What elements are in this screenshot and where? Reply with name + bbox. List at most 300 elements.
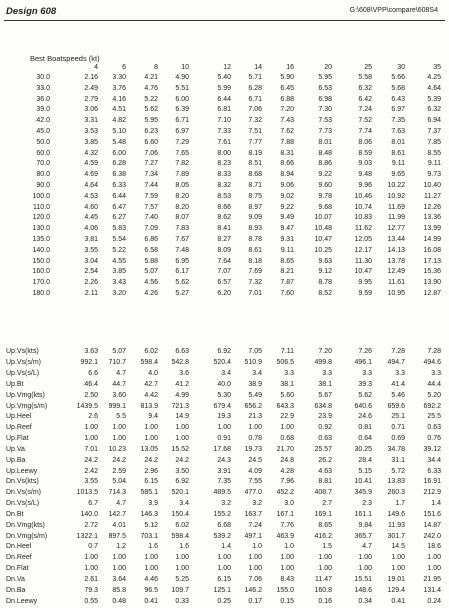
row-label: Dn.Vmg(s/m)	[6, 532, 48, 540]
table-cell: 6.92	[175, 478, 189, 485]
table-cell: 4.82	[112, 117, 126, 125]
table-cell: 1.00	[217, 565, 231, 573]
table-cell: 7.20	[280, 106, 294, 114]
row-label: Dn.Vs(kts)	[6, 478, 39, 485]
table-cell: 7.89	[175, 171, 189, 179]
table-cell: 13.78	[387, 257, 405, 265]
table-cell: 9.22	[318, 171, 332, 179]
table-cell: 659.6	[387, 402, 405, 410]
table-cell: 6.45	[280, 84, 294, 92]
table-cell: 6.81	[217, 106, 231, 114]
table-cell: 9.03	[358, 160, 372, 168]
table-cell: 5.04	[112, 478, 126, 485]
row-label: Dn.Va	[6, 576, 25, 584]
table-cell: 6.68	[217, 521, 231, 529]
table-row	[0, 433, 449, 444]
table-cell: 5.66	[391, 74, 405, 81]
table-cell: 4.01	[112, 521, 126, 529]
table-cell: 31.1	[391, 457, 405, 464]
table-cell: 46.4	[84, 380, 98, 388]
table-cell: 14.5	[391, 543, 405, 551]
row-label: Dn.Ba	[6, 587, 26, 594]
column-header: 14	[254, 64, 262, 71]
table-cell: 10.07	[314, 214, 332, 222]
table-cell: 656.2	[244, 402, 262, 410]
column-header: 8	[154, 64, 158, 71]
table-cell: 1.0	[252, 543, 262, 551]
table-cell: 8.18	[248, 257, 262, 265]
table-cell: 8.52	[318, 290, 332, 297]
table-cell: 1.00	[144, 565, 158, 573]
table-cell: 1.00	[112, 424, 126, 432]
table-cell: 692.2	[423, 402, 441, 410]
table-cell: 26.2	[318, 457, 332, 464]
table-cell: 7.61	[217, 138, 231, 146]
table-cell: 8.55	[427, 149, 441, 157]
table-cell: 7.06	[248, 106, 262, 114]
table-cell: 6.27	[112, 214, 126, 222]
row-label: Dn.Bt	[6, 510, 24, 518]
table-cell: 9.11	[280, 246, 294, 254]
table-cell: 9.11	[427, 160, 441, 168]
table-cell: 3.60	[112, 391, 126, 399]
row-label: 60.0	[36, 149, 50, 157]
row-label: Up.Vs(s/m)	[6, 358, 41, 366]
table-cell: 0.7	[88, 543, 98, 551]
table-cell: 7.11	[280, 348, 294, 355]
table-caption: Best Boatspeeds (kt)	[30, 54, 100, 63]
table-cell: 643.3	[276, 402, 294, 410]
table-cell: 897.5	[108, 532, 126, 540]
table-cell: 34.4	[427, 457, 441, 464]
table-cell: 5.48	[112, 138, 126, 146]
table-cell: 9.09	[248, 214, 262, 222]
table-cell: 260.3	[387, 488, 405, 496]
table-cell: 13.83	[387, 478, 405, 485]
table-cell: 520.4	[213, 358, 231, 366]
row-label: Up.Va	[6, 446, 25, 454]
row-label: Dn.Vmg(kts)	[6, 521, 45, 529]
row-label: 150.0	[32, 257, 50, 265]
table-cell: 5.99	[217, 84, 231, 92]
table-cell: 2.7	[322, 499, 332, 507]
table-cell: 3.53	[84, 128, 98, 135]
table-cell: 2.26	[84, 279, 98, 287]
table-cell: 3.3	[431, 369, 441, 377]
table-cell: 39.12	[423, 446, 441, 454]
table-cell: 5.39	[427, 95, 441, 103]
table-cell: 40.0	[217, 380, 231, 388]
table-cell: 10.25	[314, 246, 332, 254]
column-header: 4	[94, 64, 98, 71]
table-cell: 2.72	[84, 521, 98, 529]
table-cell: 4.60	[84, 203, 98, 211]
table-cell: 13.36	[423, 214, 441, 222]
table-cell: 7.60	[280, 290, 294, 297]
table-cell: 7.28	[391, 348, 405, 355]
table-cell: 10.23	[108, 446, 126, 454]
table-cell: 4.55	[112, 257, 126, 265]
table-row	[0, 94, 449, 105]
table-cell: 345.9	[354, 488, 372, 496]
table-cell: 17.13	[423, 257, 441, 265]
table-row	[0, 390, 449, 401]
table-row	[0, 411, 449, 422]
table-cell: 34.78	[387, 446, 405, 454]
table-cell: 5.71	[248, 74, 262, 81]
table-cell: 149.6	[387, 510, 405, 518]
table-cell: 160.8	[314, 587, 332, 594]
row-label: 135.0	[32, 236, 50, 243]
table-cell: 2.11	[84, 290, 98, 297]
table-cell: 6.42	[358, 95, 372, 103]
table-cell: 634.8	[314, 402, 332, 410]
table-cell: 0.81	[358, 424, 372, 432]
table-cell: 5.49	[248, 391, 262, 399]
table-cell: 1322.1	[76, 532, 98, 540]
table-cell: 714.3	[108, 488, 126, 496]
table-cell: 8.65	[318, 521, 332, 529]
table-cell: 38.1	[318, 380, 332, 388]
table-cell: 8.05	[175, 182, 189, 189]
table-cell: 1.7	[395, 499, 405, 507]
table-cell: 7.52	[358, 117, 372, 125]
row-label: Up.Leewy	[6, 467, 38, 475]
table-cell: 169.1	[314, 510, 332, 518]
table-cell: 5.27	[175, 290, 189, 297]
table-cell: 10.47	[314, 236, 332, 243]
table-cell: 109.7	[171, 587, 189, 594]
table-cell: 4.69	[84, 171, 98, 179]
table-cell: 24.5	[248, 457, 262, 464]
table-cell: 1.5	[322, 543, 332, 551]
table-cell: 2.50	[84, 391, 98, 399]
table-cell: 8.68	[248, 171, 262, 179]
table-cell: 15.51	[354, 576, 372, 584]
table-row	[0, 541, 449, 552]
table-cell: 9.95	[358, 279, 372, 287]
table-cell: 6.23	[144, 128, 158, 135]
row-label: Dn.Heel	[6, 543, 32, 551]
table-cell: 1.00	[391, 554, 405, 562]
table-row	[0, 346, 449, 357]
table-cell: 3.63	[84, 348, 98, 355]
table-cell: 12.49	[387, 268, 405, 276]
table-cell: 2.79	[84, 95, 98, 103]
table-cell: 710.7	[108, 358, 126, 366]
table-row	[0, 83, 449, 94]
table-cell: 5.40	[217, 74, 231, 81]
table-cell: 408.7	[314, 488, 332, 496]
table-cell: 0.76	[427, 435, 441, 443]
table-cell: 3.6	[179, 369, 189, 377]
table-cell: 13.99	[423, 225, 441, 233]
table-cell: 212.9	[423, 488, 441, 496]
table-cell: 3.43	[112, 279, 126, 287]
table-cell: 11.93	[388, 521, 405, 529]
table-cell: 131.4	[423, 587, 441, 594]
table-cell: 8.41	[217, 225, 231, 233]
table-cell: 6.15	[144, 478, 158, 485]
table-cell: 6.95	[175, 257, 189, 265]
table-row	[0, 169, 449, 180]
row-label: Up.Reef	[6, 424, 32, 432]
table-cell: 4.25	[427, 74, 441, 81]
table-cell: 5.62	[175, 279, 189, 287]
table-cell: 7.33	[217, 128, 231, 135]
table-cell: 3.4	[221, 369, 231, 377]
table-cell: 5.20	[427, 391, 441, 399]
table-cell: 8.61	[248, 246, 262, 254]
table-cell: 6.7	[88, 499, 98, 507]
table-cell: 6.02	[144, 348, 158, 355]
table-cell: 6.43	[391, 95, 405, 103]
table-cell: 3.55	[84, 478, 98, 485]
table-row	[0, 531, 449, 542]
table-cell: 7.69	[248, 268, 262, 276]
table-cell: 44.4	[427, 380, 441, 388]
table-cell: 8.19	[248, 149, 262, 157]
table-row	[0, 357, 449, 368]
table-cell: 7.35	[217, 478, 231, 485]
table-cell: 28.4	[358, 457, 372, 464]
table-cell: 7.83	[175, 225, 189, 233]
row-label: 180.0	[32, 290, 50, 297]
table-cell: 5.22	[112, 246, 126, 254]
table-cell: 9.4	[148, 413, 158, 421]
table-cell: 499.8	[314, 358, 332, 366]
table-cell: 150.4	[171, 510, 189, 518]
table-cell: 10.74	[354, 203, 372, 211]
table-cell: 0.41	[144, 597, 158, 605]
row-label: Up.Bt	[6, 380, 24, 388]
table-cell: 7.29	[175, 138, 189, 146]
table-cell: 0.34	[358, 597, 372, 605]
table-cell: 19.73	[244, 446, 262, 454]
row-label: 45.0	[36, 128, 50, 135]
table-cell: 640.6	[354, 402, 372, 410]
table-cell: 1.4	[221, 543, 231, 551]
table-cell: 5.60	[280, 391, 294, 399]
table-cell: 7.74	[358, 128, 372, 135]
column-header: 20	[324, 64, 332, 71]
table-cell: 7.40	[144, 214, 158, 222]
table-cell: 9.12	[318, 268, 332, 276]
table-cell: 3.2	[252, 499, 262, 507]
row-label: 110.0	[33, 203, 50, 211]
table-cell: 16.91	[423, 478, 441, 485]
row-label: 33.0	[36, 84, 50, 92]
table-cell: 6.57	[217, 279, 231, 287]
table-row	[0, 104, 449, 115]
table-cell: 5.54	[112, 236, 126, 243]
table-cell: 3.91	[217, 467, 231, 475]
table-cell: 85.8	[112, 587, 126, 594]
table-row	[0, 487, 449, 498]
table-cell: 2.49	[84, 84, 98, 92]
table-cell: 161.1	[354, 510, 372, 518]
table-cell: 1.00	[358, 554, 372, 562]
table-cell: 0.48	[112, 597, 126, 605]
row-label: Up.Vs(kts)	[6, 348, 39, 355]
table-cell: 4.0	[148, 369, 158, 377]
table-cell: 3.06	[84, 106, 98, 114]
table-row	[0, 191, 449, 202]
table-cell: 0.68	[280, 435, 294, 443]
table-cell: 4.56	[144, 279, 158, 287]
table-cell: 3.81	[84, 236, 98, 243]
table-cell: 4.64	[427, 84, 441, 92]
table-cell: 13.05	[140, 446, 158, 454]
table-cell: 8.51	[248, 160, 262, 168]
table-row	[0, 520, 449, 531]
table-cell: 8.43	[280, 576, 294, 584]
table-cell: 3.64	[112, 576, 126, 584]
table-cell: 9.22	[280, 203, 294, 211]
column-header: 10	[181, 64, 189, 71]
table-cell: 9.59	[358, 290, 372, 297]
table-cell: 24.2	[84, 457, 98, 464]
table-cell: 14.87	[423, 521, 441, 529]
table-row	[0, 288, 449, 299]
table-cell: 494.7	[387, 358, 405, 366]
table-cell: 12.87	[423, 290, 441, 297]
table-cell: 8.81	[318, 478, 332, 485]
table-cell: 0.78	[248, 435, 262, 443]
table-cell: 21.70	[276, 446, 294, 454]
table-cell: 1.00	[175, 554, 189, 562]
table-cell: 8.66	[280, 160, 294, 168]
table-row	[0, 509, 449, 520]
table-cell: 12.77	[387, 225, 405, 233]
table-row	[0, 585, 449, 596]
table-cell: 12.05	[354, 236, 372, 243]
table-cell: 146.3	[140, 510, 158, 518]
table-cell: 129.4	[387, 587, 405, 594]
table-cell: 721.3	[171, 402, 189, 410]
row-label: Dn.Vs(s/m)	[6, 488, 41, 496]
table-cell: 7.34	[144, 171, 158, 179]
table-row	[0, 574, 449, 585]
table-cell: 3.55	[84, 246, 98, 254]
table-cell: 1439.5	[76, 402, 98, 410]
row-label: 80.0	[36, 171, 50, 179]
table-cell: 7.20	[318, 348, 332, 355]
header-divider	[4, 20, 445, 21]
table-cell: 0.25	[217, 597, 231, 605]
table-cell: 5.5	[116, 413, 126, 421]
table-cell: 1.4	[431, 499, 441, 507]
table-cell: 1.00	[280, 554, 294, 562]
table-cell: 11.99	[388, 214, 405, 222]
table-cell: 15.36	[423, 268, 441, 276]
table-cell: 0.16	[318, 597, 332, 605]
table-cell: 5.58	[358, 74, 372, 81]
table-cell: 7.96	[280, 478, 294, 485]
table-cell: 813.9	[140, 402, 158, 410]
table-cell: 8.32	[217, 182, 231, 189]
table-cell: 1.00	[318, 554, 332, 562]
table-cell: 4.51	[112, 106, 126, 114]
table-cell: 4.21	[144, 74, 158, 81]
table-cell: 7.59	[144, 192, 158, 200]
table-cell: 506.5	[276, 358, 294, 366]
table-cell: 5.83	[112, 225, 126, 233]
table-cell: 7.01	[248, 290, 262, 297]
table-cell: 1.0	[284, 543, 294, 551]
table-cell: 1.00	[84, 554, 98, 562]
row-label: 130.0	[32, 225, 50, 233]
table-cell: 5.25	[175, 576, 189, 584]
row-label: 39.0	[36, 106, 50, 114]
table-cell: 3.0	[284, 499, 294, 507]
table-cell: 6.02	[175, 521, 189, 529]
table-cell: 7.88	[280, 138, 294, 146]
table-cell: 151.6	[423, 510, 441, 518]
table-cell: 7.35	[391, 117, 405, 125]
table-cell: 163.7	[244, 510, 262, 518]
table-row	[0, 115, 449, 126]
table-cell: 6.28	[112, 160, 126, 168]
table-cell: 13.44	[387, 236, 405, 243]
table-cell: 6.15	[217, 576, 231, 584]
table-cell: 9.49	[280, 214, 294, 222]
table-cell: 3.2	[221, 499, 231, 507]
table-cell: 140.0	[80, 510, 98, 518]
column-header: 35	[433, 64, 441, 71]
table-cell: 10.95	[387, 290, 405, 297]
table-cell: 452.2	[276, 488, 294, 496]
table-cell: 6.20	[217, 290, 231, 297]
table-cell: 30.25	[354, 446, 372, 454]
table-cell: 8.53	[217, 192, 231, 200]
table-cell: 3.3	[395, 369, 405, 377]
table-cell: 1013.5	[76, 488, 98, 496]
table-cell: 148.6	[354, 587, 372, 594]
table-cell: 7.10	[217, 117, 231, 125]
table-cell: 9.48	[358, 171, 372, 179]
table-cell: 14.99	[423, 236, 441, 243]
table-cell: 11.62	[355, 225, 372, 233]
table-cell: 25.57	[314, 446, 332, 454]
table-cell: 7.76	[280, 521, 294, 529]
table-cell: 2.6	[88, 413, 98, 421]
table-row	[0, 137, 449, 148]
table-cell: 4.7	[116, 369, 126, 377]
table-cell: 1.00	[427, 554, 441, 562]
table-cell: 8.33	[217, 171, 231, 179]
table-cell: 3.04	[84, 257, 98, 265]
table-cell: 8.94	[280, 171, 294, 179]
table-cell: 7.55	[248, 478, 262, 485]
table-cell: 7.06	[248, 576, 262, 584]
table-cell: 8.23	[217, 160, 231, 168]
table-cell: 10.40	[423, 182, 441, 189]
table-cell: 7.85	[427, 138, 441, 146]
table-cell: 38.9	[248, 380, 262, 388]
table-cell: 7.48	[175, 246, 189, 254]
table-cell: 155.0	[276, 587, 294, 594]
table-cell: 489.5	[213, 488, 231, 496]
table-cell: 510.9	[244, 358, 262, 366]
table-cell: 4.32	[84, 149, 98, 157]
table-cell: 6.28	[248, 84, 262, 92]
table-cell: 1.00	[175, 424, 189, 432]
table-cell: 22.9	[280, 413, 294, 421]
table-cell: 416.2	[314, 532, 332, 540]
table-cell: 5.46	[391, 391, 405, 399]
table-cell: 25.5	[427, 413, 441, 421]
